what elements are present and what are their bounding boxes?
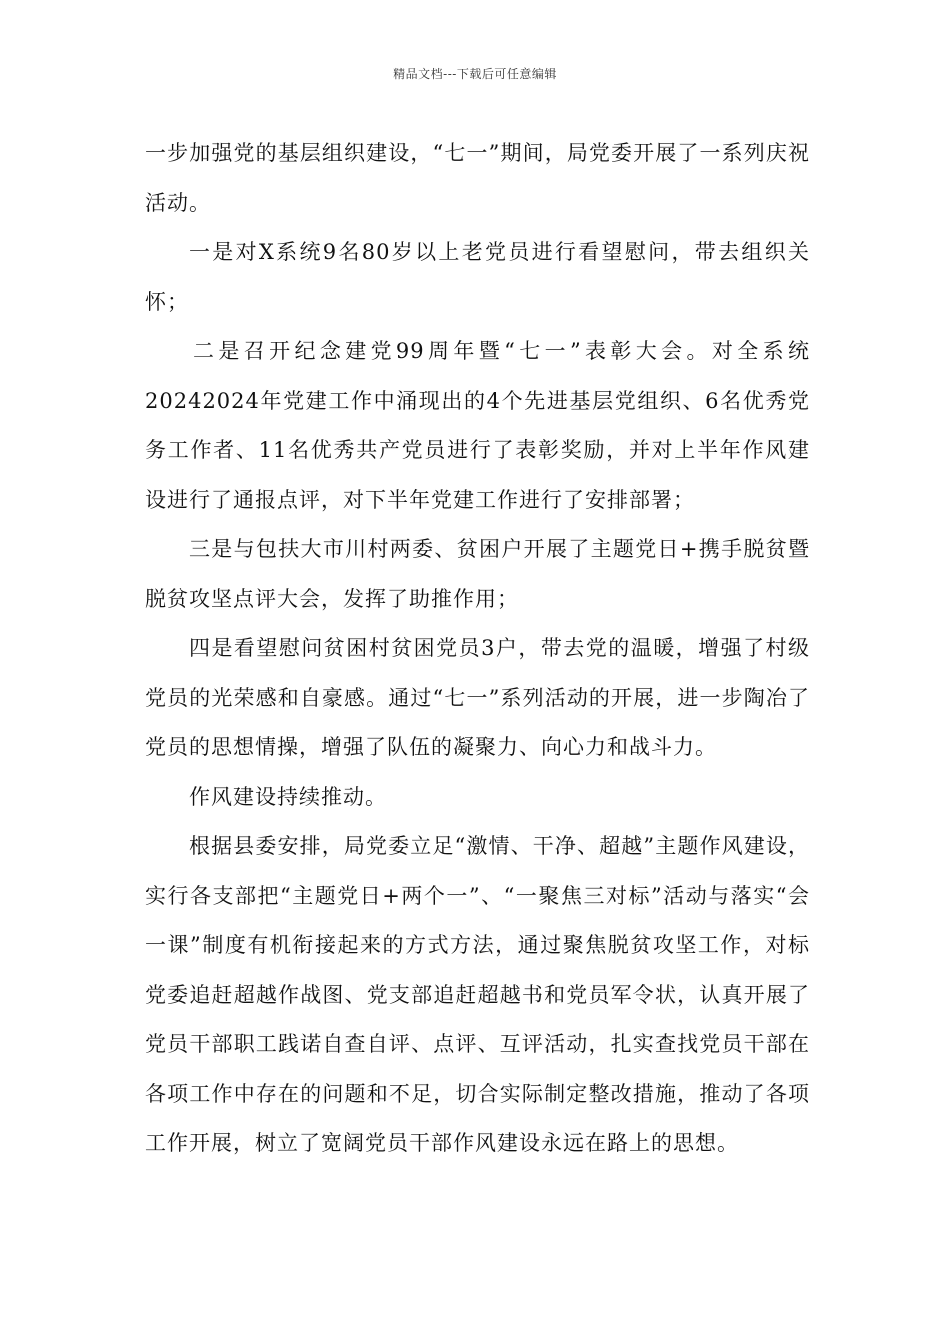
paragraph-item-three: 三是与包扶大市川村两委、贫困户开展了主题党日+携手脱贫暨脱贫攻坚点评大会，发挥了助推作用； <box>145 537 810 611</box>
section-heading: 作风建设持续推动。 <box>189 784 387 809</box>
page-header: 精品文档---下载后可任意编辑 <box>393 67 557 81</box>
paragraph-item-four: 四是看望慰问贫困村贫困党员3户，带去党的温暖，增强了村级党员的光荣感和自豪感。通过“七一”系列活动的开展，进一步陶冶了党员的思想情操，增强了队伍的凝聚力、向心力和战斗力。 <box>145 636 810 759</box>
paragraph-item-one: 一是对Ⅹ系统9名80岁以上老党员进行看望慰问，带去组织关怀； <box>145 240 810 314</box>
document-body <box>145 129 810 1169</box>
paragraph-item-two: 二是召开纪念建党99周年暨“七一”表彰大会。对全系统20242024年党建工作中涌现出的4个先进基层党组织、6名优秀党务工作者、11名优秀共产党员进行了表彰奖励，并对上半年作风建设进行了通报点评，对下半年党建工作进行了安排部署； <box>145 339 810 512</box>
paragraph-continuation: 一步加强党的基层组织建设，“七一”期间，局党委开展了一系列庆祝活动。 <box>145 141 810 215</box>
paragraph-style-building: 根据县委安排，局党委立足“激情、干净、超越”主题作风建设，实行各支部把“主题党日+两个一”、“一聚焦三对标”活动与落实“会一课”制度有机衔接起来的方式方法，通过聚焦脱贫攻坚工作，对标党委追赶超越作战图、党支部追赶超越书和党员军令状，认真开展了党员干部职工践诺自查自评、点评、互评活动，扎实查找党员干部在各项工作中存在的问题和不足，切合实际制定整改措施，推动了各项工作开展，树立了宽阔党员干部作风建设永远在路上的思想。 <box>145 834 810 1155</box>
